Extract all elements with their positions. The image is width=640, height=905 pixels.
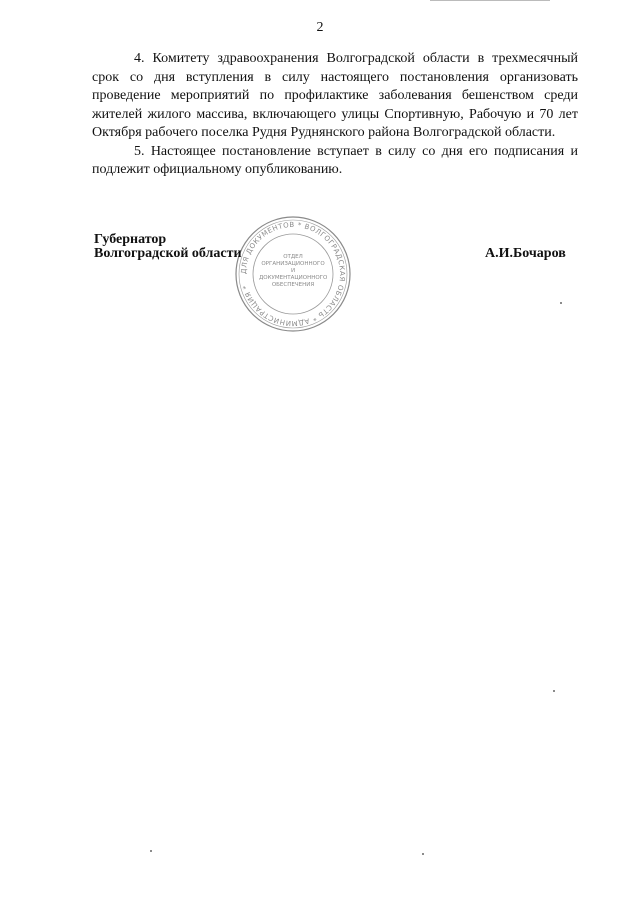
- top-edge-line: [430, 0, 550, 1]
- seal-ring-text: ДЛЯ ДОКУМЕНТОВ * ВОЛГОГРАДСКАЯ ОБЛАСТЬ * АДМИНИСТРАЦИЯ *: [239, 220, 347, 328]
- signatory-title: [94, 233, 242, 261]
- page-number: 2: [316, 20, 324, 35]
- seal-center-text: ОТДЕЛ ОРГАНИЗАЦИОННОГО И ДОКУМЕНТАЦИОННОГО ОБЕСПЕЧЕНИЯ: [259, 254, 327, 288]
- document-body: [92, 50, 578, 180]
- official-seal-stamp: [233, 214, 353, 334]
- paragraph-5: 5. Настоящее постановление вступает в силу со дня его подписания и подлежит официальному опубликованию.: [92, 143, 578, 177]
- signatory-title-line2: Волгоградской области: [94, 246, 242, 261]
- signatory-title-line1: Губернатор: [94, 232, 167, 247]
- paragraph-4: 4. Комитету здравоохранения Волгоградской области в трехмесячный срок со дня вступления в силу настоящего постановления организовать проведение мероприятий по профилактике заболевания бешенством среди жителей жилого массива, включающего улицы Спортивную, Рабочую и 70 лет Октября рабочего поселка Рудня Руднянского района Волгоградской области.: [92, 51, 578, 140]
- scan-speck: [150, 850, 152, 852]
- signatory-name: А.И.Бочаров: [485, 246, 566, 261]
- scan-speck: [560, 302, 562, 304]
- scan-speck: [553, 690, 555, 692]
- scan-speck: [422, 853, 424, 855]
